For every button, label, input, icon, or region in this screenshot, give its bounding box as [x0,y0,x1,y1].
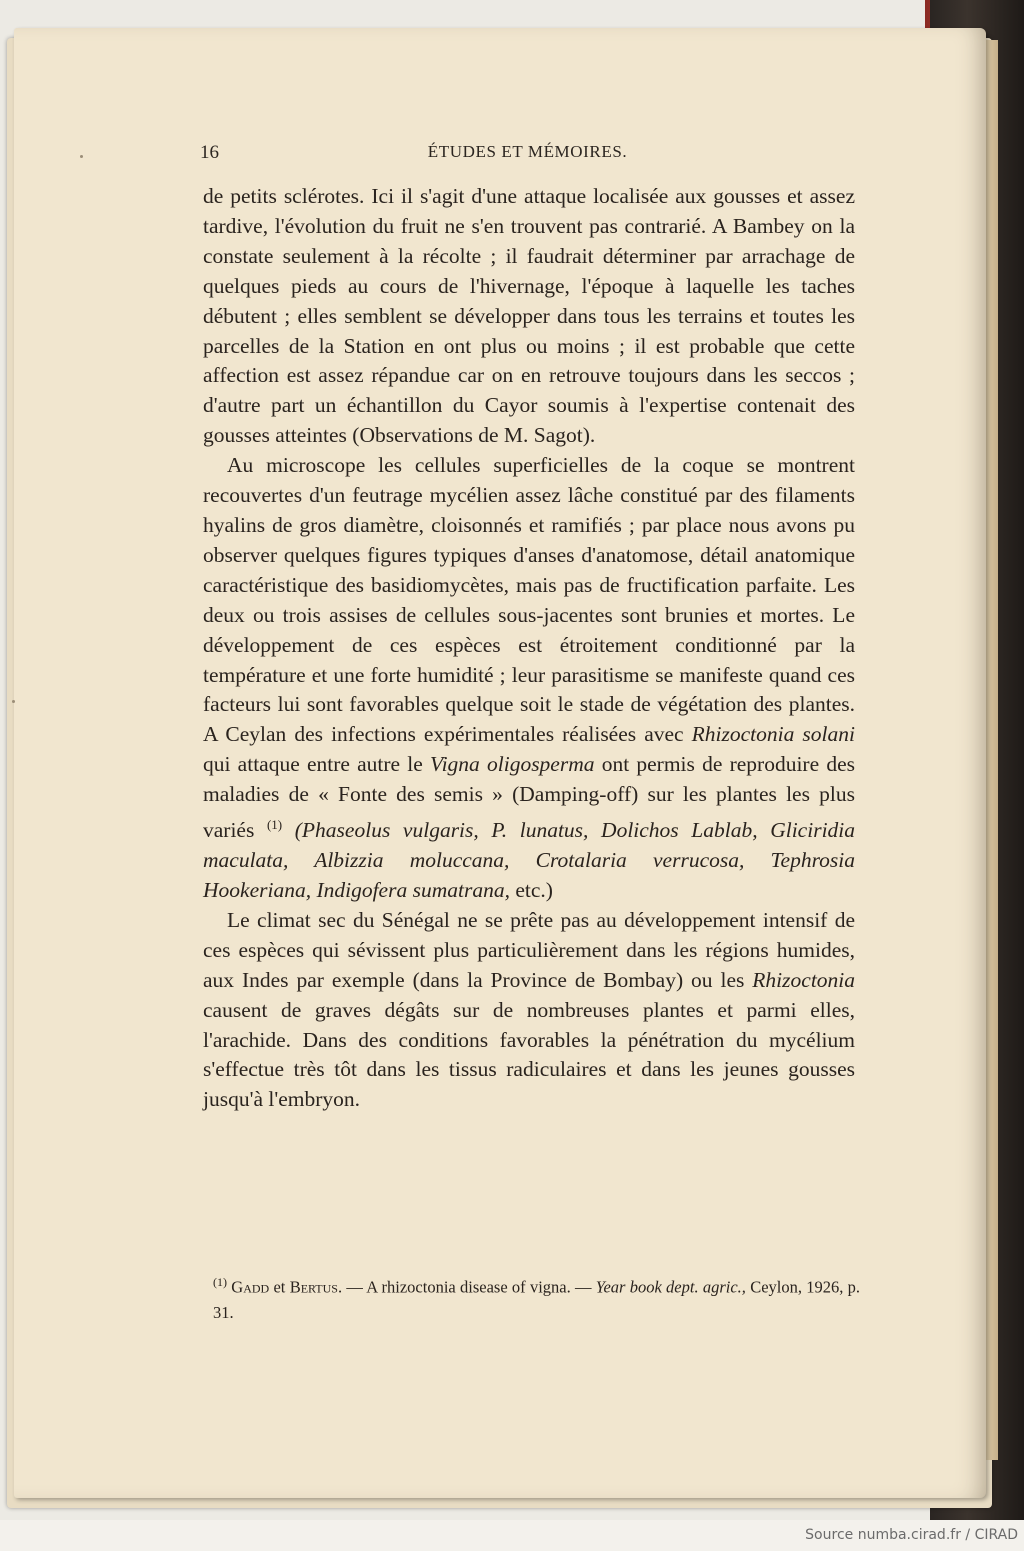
taxon-rhizoctonia-solani: Rhizoctonia solani [691,722,855,747]
taxon-rhizoctonia: Rhizoctonia [752,967,856,992]
paragraph-2-text-c: ont permis de reproduire des maladies de « Fonte des semis » (Damping-off) sur les plantes les plus variés [203,752,855,843]
footnote-conjunction: et [273,1277,286,1297]
page-number: 16 [200,142,219,163]
host-species-list: (Phaseolus vulgaris, P. lunatus, Dolichos Lablab, Gliciridia maculata, Albizzia moluccana, Crotalaria verrucosa, Tephrosia Hookeriana, Indigofera sumatrana, [203,818,856,902]
paragraph-3-text-b: causent de graves dégâts sur de nombreuses plantes et parmi elles, l'arachide. Dans des conditions favorables la pénétration du mycélium s'effectue très tôt dans les tissus radiculaires et dans les jeunes gousses jusqu'à l'embryon. [203,997,855,1112]
body-text [203,182,855,1115]
footnote-author-1: Gadd [231,1277,270,1297]
footnote-marker: (1) [213,1275,227,1289]
paragraph-2-text-a: Au microscope les cellules superficielles de la coque se montrent recouvertes d'un feutrage mycélien assez lâche constitué par des filaments hyalins de gros diamètre, cloisonnés et ramifiés ; par place nous avons pu observer quelques figures typiques d'anses d'anatomose, détail anatomique caractéristique des basidiomycètes, mais pas de fructification parfaite. Les deux ou trois assises de cellules sous-jacentes sont brunies et mortes. Le développement de ces espèces est étroitement conditionné par la température et une forte humidité ; leur parasitisme se manifeste quand ces facteurs lui sont favorables quelque soit le stade de végétation des plantes. A Ceylan des infections expérimentales réalisées avec [203,453,855,747]
footnote-title: — A rhizoctonia disease of vigna. — [346,1277,592,1297]
footnote-reference: (1) [266,817,283,833]
page-speck [12,700,15,703]
page-header [200,142,855,168]
footnote-journal: Year book dept. agric., [595,1277,746,1297]
running-title: ÉTUDES ET MÉMOIRES. [427,142,628,161]
paragraph-3 [203,906,855,1115]
taxon-vigna-oligosperma: Vigna oligosperma [430,752,595,777]
paragraph-1: de petits sclérotes. Ici il s'agit d'une attaque localisée aux gousses et assez tardive, l'évolution du fruit ne s'en trouvent pas contrarié. A Bambey on la constate seulement à la récolte ; il faudrait déterminer par arrachage de quelques pieds au cours de l'hivernage, l'époque à laquelle les taches débutent ; elles semblent se développer dans tous les terrains et toutes les parcelles de la Station en ont plus ou moins ; il est probable que cette affection est assez répandue car on en retrouve toujours dans les seccos ; d'autre part un échantillon du Cayor soumis à l'expertise contenait des gousses atteintes (Observations de M. Sagot). [203,184,855,448]
footnote-author-2: Bertus. [289,1277,343,1297]
paragraph-2-end: etc.) [515,878,553,902]
paragraph-2-text-b: qui attaque entre autre le [203,752,423,777]
paragraph-3-text-a: Le climat sec du Sénégal ne se prête pas au développement intensif de ces espèces qui sévissent plus particulièrement dans les régions humides, aux Indes par exemple (dans la Province de Bombay) ou les [203,907,855,992]
paragraph-2 [203,451,855,906]
source-credit: Source numba.cirad.fr / CIRAD [805,1527,1018,1543]
page-speck [80,155,83,158]
footnote [213,1270,860,1325]
footnote-place: Ceylon, 1926, p. 31. [213,1277,861,1322]
